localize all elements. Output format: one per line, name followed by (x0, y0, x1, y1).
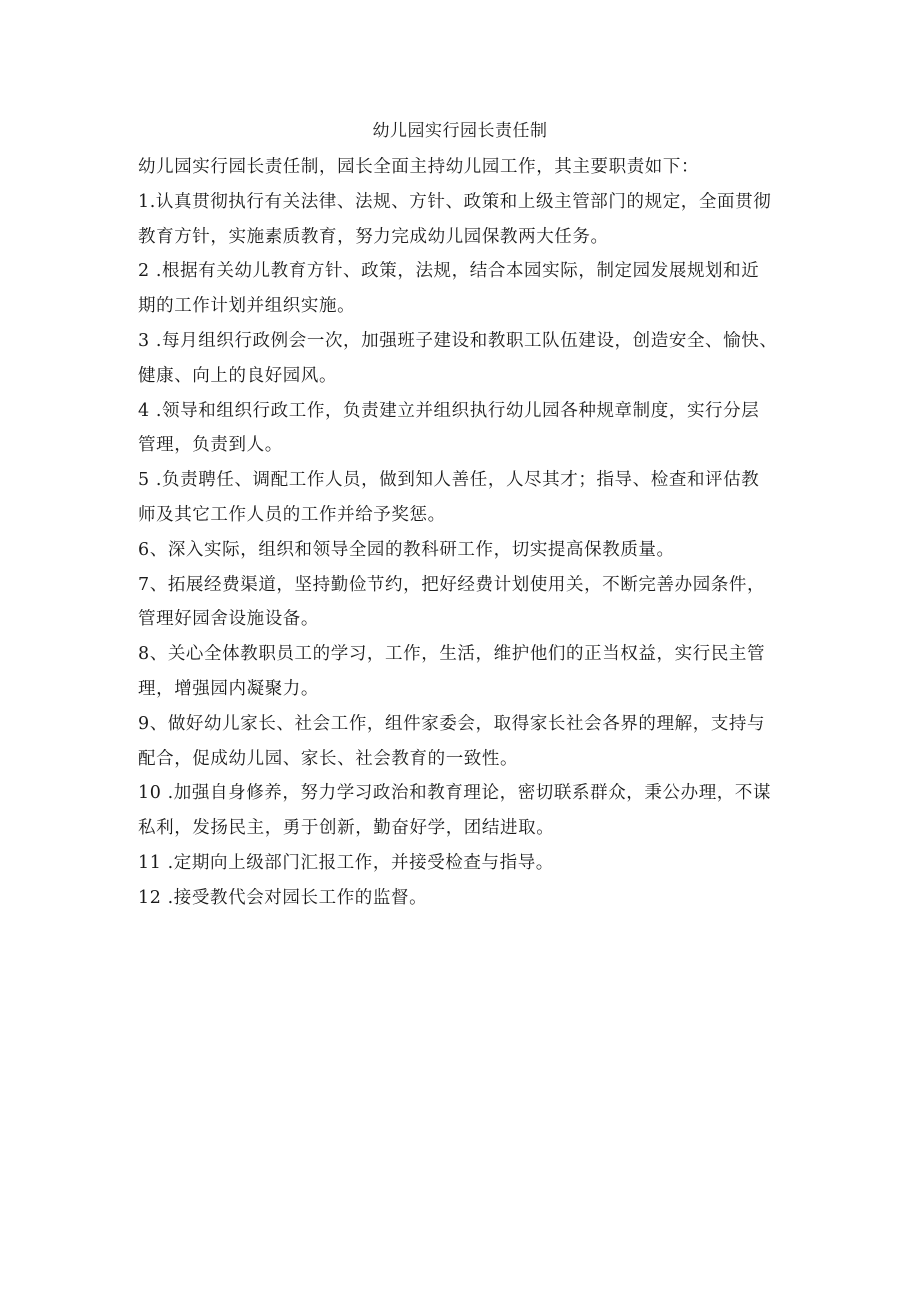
item-10-line-2: 私利，发扬民主，勇于创新，勤奋好学，团结进取。 (138, 818, 555, 839)
document-body (138, 150, 798, 916)
intro-paragraph: 幼儿园实行园长责任制，园长全面主持幼儿园工作，其主要职责如下： (138, 157, 700, 177)
item-1-line-1: 1.认真贯彻执行有关法律、法规、方针、政策和上级主管部门的规定，全面贯彻 (138, 191, 772, 212)
item-2-line-1: 2 .根据有关幼儿教育方针、政策，法规，结合本园实际，制定园发展规划和近 (138, 261, 760, 282)
item-8-line-1: 8、关心全体教职员工的学习，工作，生活，维护他们的正当权益，实行民主管 (138, 644, 766, 665)
item-4-line-2: 管理，负责到人。 (138, 435, 283, 456)
item-2-line-2: 期的工作计划并组织实施。 (138, 296, 356, 317)
item-5-line-2: 师及其它工作人员的工作并给予奖惩。 (138, 504, 446, 525)
item-6-line-1: 6、深入实际，组织和领导全园的教科研工作，切实提高保教质量。 (138, 539, 675, 560)
item-4-line-1: 4 .领导和组织行政工作，负责建立并组织执行幼儿园各种规章制度，实行分层 (138, 400, 760, 421)
item-3-line-2: 健康、向上的良好园风。 (138, 365, 338, 386)
item-7-line-1: 7、拓展经费渠道，坚持勤俭节约，把好经费计划使用关，不断完善办园条件， (138, 574, 766, 595)
item-3-line-1: 3 .每月组织行政例会一次，加强班子建设和教职工队伍建设，创造安全、愉快、 (138, 330, 778, 351)
item-8-line-2: 理，增强园内凝聚力。 (138, 678, 319, 699)
item-9-line-1: 9、做好幼儿家长、社会工作，组件家委会，取得家长社会各界的理解，支持与 (138, 713, 766, 734)
item-7-line-2: 管理好园舍设施设备。 (138, 609, 319, 630)
item-1-line-2: 教育方针，实施素质教育，努力完成幼儿园保教两大任务。 (138, 226, 609, 247)
item-12-line-1: 12 .接受教代会对园长工作的监督。 (138, 887, 428, 908)
item-11-line-1: 11 .定期向上级部门汇报工作，并接受检查与指导。 (138, 852, 554, 873)
item-9-line-2: 配合，促成幼儿园、家长、社会教育的一致性。 (138, 748, 519, 769)
item-10-line-1: 10 .加强自身修养，努力学习政治和教育理论，密切联系群众，秉公办理，不谋 (138, 783, 772, 804)
document-title: 幼儿园实行园长责任制 (372, 121, 548, 141)
item-5-line-1: 5 .负责聘任、调配工作人员，做到知人善任，人尽其才；指导、检查和评估教 (138, 470, 760, 491)
